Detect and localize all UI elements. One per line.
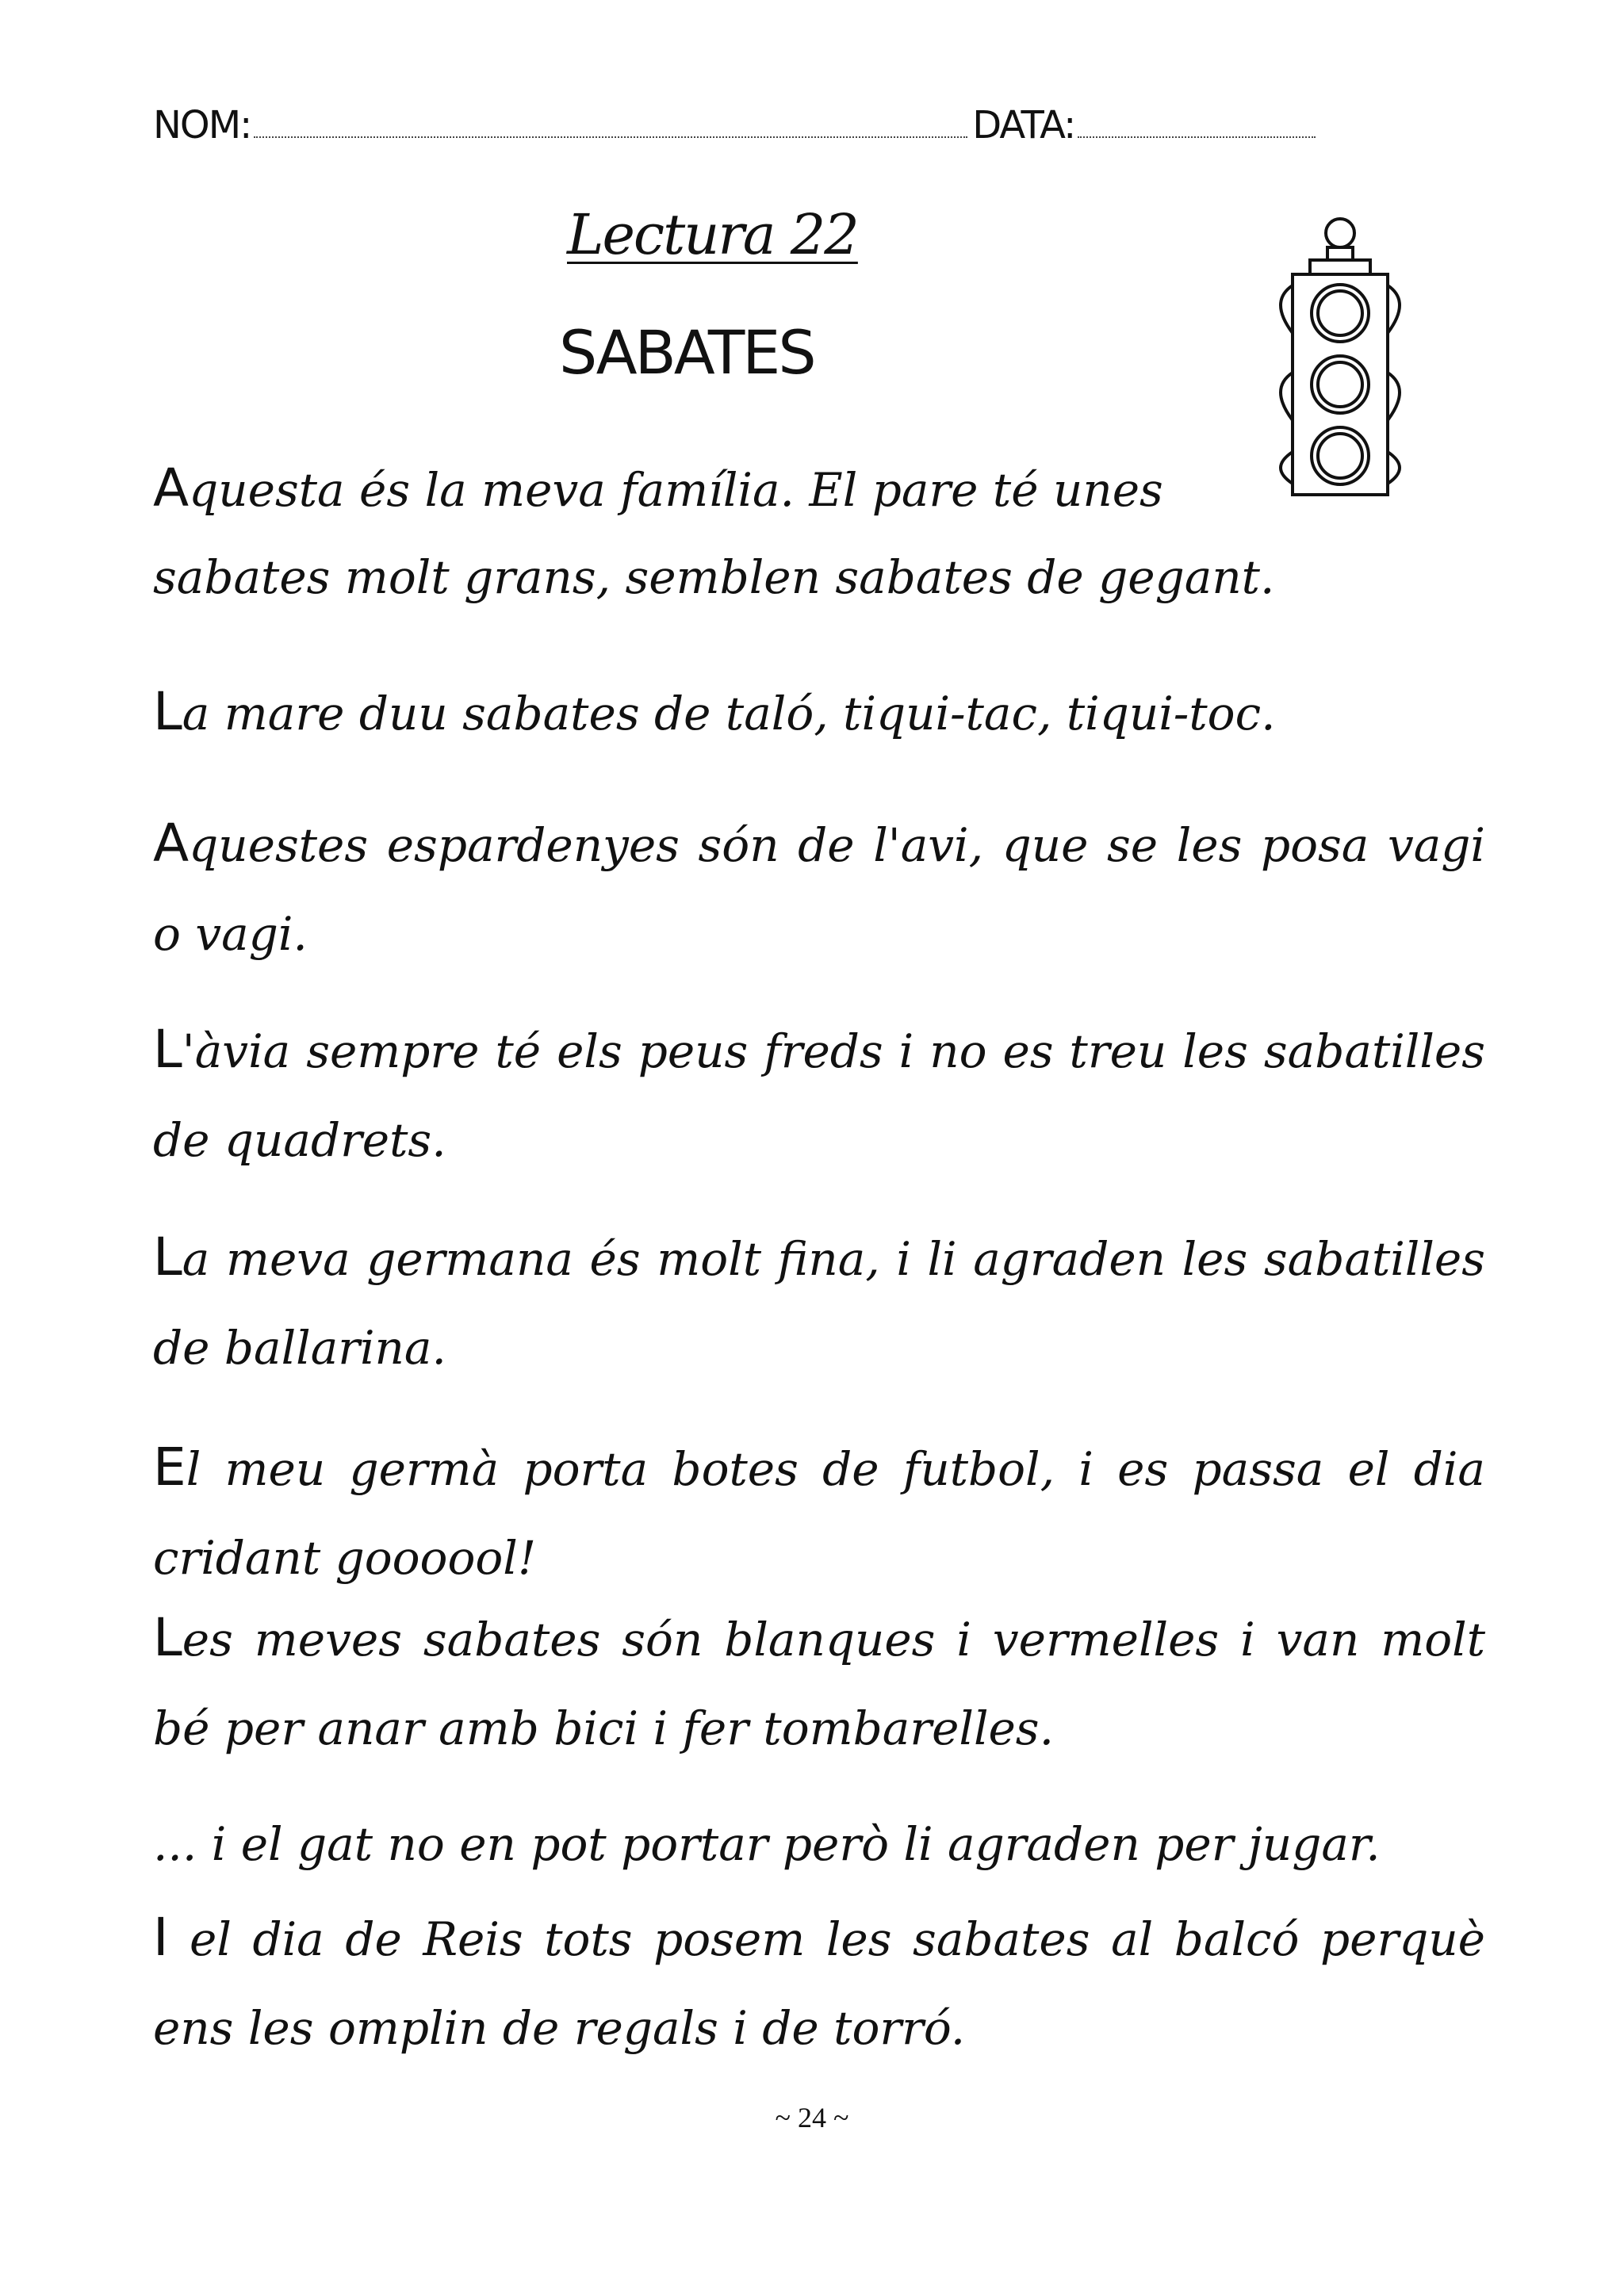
paragraph-1-line-2: sabates molt grans, semblen sabates de gegant. xyxy=(153,550,1275,604)
paragraph-6 xyxy=(153,1423,1485,1602)
paragraph-7 xyxy=(153,1594,1485,1773)
paragraph-text: questes espardenyes són de l'avi, que se les posa vagi o vagi. xyxy=(153,818,1485,961)
paragraph-8: ... i el gat no en pot portar però li agraden per jugar. xyxy=(153,1817,1381,1871)
paragraph-5 xyxy=(153,1213,1485,1392)
reading-number-title: Lectura 22 xyxy=(567,202,858,267)
paragraph-3 xyxy=(153,799,1485,978)
paragraph-2 xyxy=(153,668,1485,758)
name-label: NOM: xyxy=(153,103,251,147)
paragraph-initial: L xyxy=(153,1607,182,1668)
page-title: SABATES xyxy=(559,317,814,388)
paragraph-text: a mare duu sabates de taló, tiqui-tac, tiqui-toc. xyxy=(182,687,1276,740)
paragraph-text: l meu germà porta botes de futbol, i es passa el dia cridant goooool! xyxy=(153,1442,1485,1585)
name-blank[interactable] xyxy=(254,136,967,138)
traffic-light-icon xyxy=(1261,214,1419,499)
paragraph-text: el dia de Reis tots posem les sabates al balcó perquè ens les omplin de regals i de torró. xyxy=(153,1912,1485,2055)
paragraph-text: 'àvia sempre té els peus freds i no es treu les sabatilles de quadrets. xyxy=(153,1024,1485,1167)
page-number: ~ 24 ~ xyxy=(775,2102,849,2133)
paragraph-9 xyxy=(153,1893,1485,2072)
paragraph-text: es meves sabates són blanques i vermelles i van molt bé per anar amb bici i fer tombarelles. xyxy=(153,1613,1485,1755)
paragraph-initial: I xyxy=(153,1907,169,1968)
header-line xyxy=(153,89,1327,147)
date-label: DATA: xyxy=(972,103,1075,147)
paragraph-initial: L xyxy=(153,1226,182,1288)
paragraph-4 xyxy=(153,1005,1485,1184)
paragraph-initial: A xyxy=(153,457,190,519)
paragraph-initial: E xyxy=(153,1437,186,1498)
paragraph-initial: L xyxy=(153,1019,182,1080)
date-blank[interactable] xyxy=(1078,136,1316,138)
paragraph-initial: L xyxy=(153,681,182,742)
paragraph-1-line-1 xyxy=(153,444,1247,534)
paragraph-text: a meva germana és molt fina, i li agraden les sabatilles de ballarina. xyxy=(153,1232,1485,1375)
paragraph-initial: A xyxy=(153,813,190,874)
paragraph-text: questa és la meva família. El pare té unes xyxy=(189,463,1163,517)
